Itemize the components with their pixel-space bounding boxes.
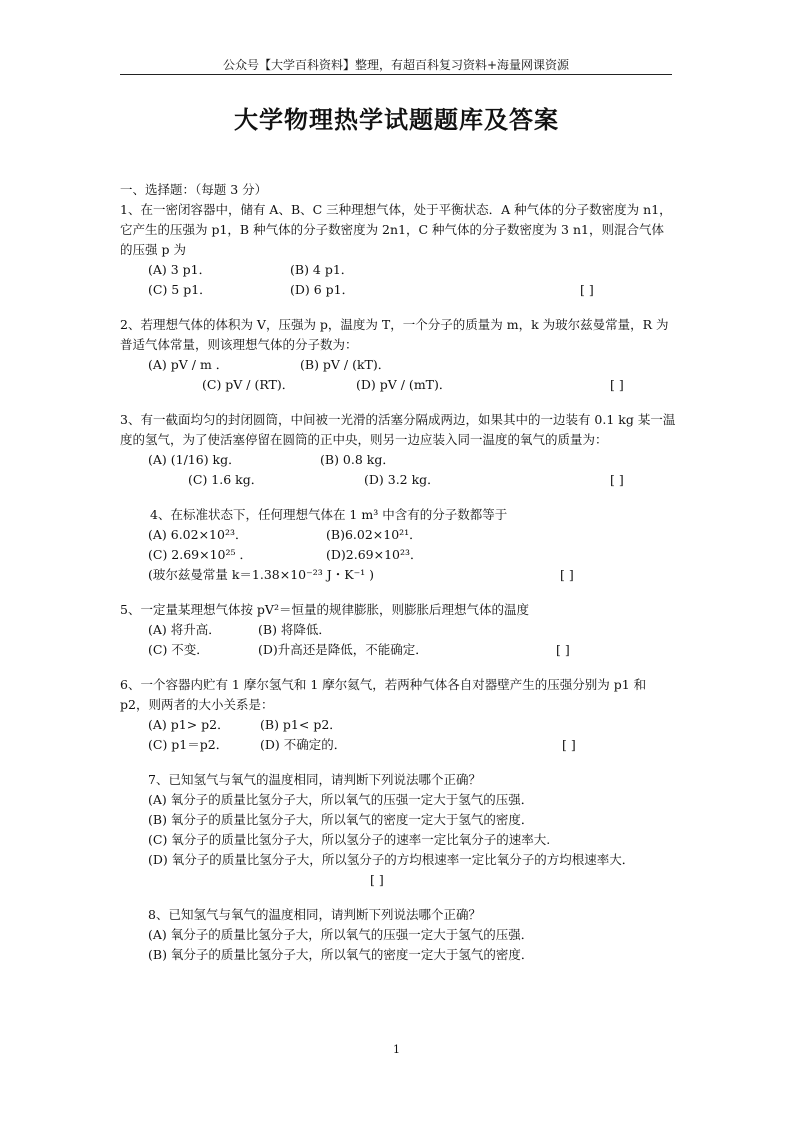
option-a: (A) 将升高．	[148, 622, 221, 637]
answer-bracket: [ ]	[610, 472, 624, 487]
question-1-text: 1、在一密闭容器中，储有 A、B、C 三种理想气体，处于平衡状态．A 种气体的分子数密度为 n1，它产生的压强为 p1，B 种气体的分子数密度为 2n1，C 种气体的分子数密度为 3 n1，则混合气体的压强 p 为	[120, 202, 672, 257]
question-6-text: 6、一个容器内贮有 1 摩尔氢气和 1 摩尔氦气，若两种气体各自对器壁产生的压强分别为 p1 和 p2，则两者的大小关系是：	[120, 677, 647, 712]
answer-bracket: [ ]	[560, 567, 574, 582]
answer-bracket: [ ]	[610, 377, 624, 392]
question-4-text: 4、在标准状态下，任何理想气体在 1 m³ 中含有的分子数都等于	[150, 507, 508, 522]
option-d: (D)2.69×10²³．	[326, 547, 423, 562]
option-c: (C) pV / (RT)．	[202, 377, 295, 392]
option-d: (D)升高还是降低，不能确定．	[258, 642, 428, 657]
section-heading: 一、选择题：（每题 3 分）	[120, 182, 268, 197]
document-body	[120, 180, 676, 965]
question-5-text: 5、一定量某理想气体按 pV²＝恒量的规律膨胀，则膨胀后理想气体的温度	[120, 602, 529, 617]
option-b: (B) 氧分子的质量比氢分子大，所以氧气的密度一定大于氢气的密度．	[148, 947, 534, 962]
question-2-options-row-2	[120, 375, 676, 395]
option-d: (D) 不确定的．	[260, 737, 347, 752]
option-a: (A) pV / m ．	[148, 357, 229, 372]
question-6-options-row-1	[120, 715, 676, 735]
option-c: (C) 5 p1．	[148, 282, 212, 297]
option-b: (B) 将降低．	[258, 622, 331, 637]
document-title: 大学物理热学试题题库及答案	[234, 105, 559, 134]
question-4-options-row-1	[120, 525, 676, 545]
option-c: (C) 氧分子的质量比氢分子大，所以氢分子的速率一定比氧分子的速率大.	[148, 832, 551, 847]
question-3-text: 3、有一截面均匀的封闭圆筒，中间被一光滑的活塞分隔成两边，如果其中的一边装有 0.1 kg 某一温度的氢气，为了使活塞停留在圆筒的正中央，则另一边应装入同一温度的氧气的质量为：	[120, 412, 676, 447]
option-d: (D) 氧分子的质量比氢分子大，所以氢分子的方均根速率一定比氧分子的方均根速率大．[ ]	[148, 852, 635, 887]
option-c: (C) 不变．	[148, 642, 209, 657]
question-4-note-row	[120, 565, 676, 585]
question-3-options-row-1	[120, 450, 676, 470]
answer-bracket: [ ]	[580, 282, 594, 297]
option-d: (D) 6 p1．	[290, 282, 355, 297]
question-8-text: 8、已知氢气与氧气的温度相同，请判断下列说法哪个正确？	[148, 907, 481, 922]
option-b: (B) 0.8 kg．	[320, 452, 395, 467]
option-c: (C) p1＝p2．	[148, 737, 229, 752]
question-2-text: 2、若理想气体的体积为 V，压强为 p，温度为 T，一个分子的质量为 m，k 为玻尔兹曼常量，R 为普适气体常量，则该理想气体的分子数为：	[120, 317, 669, 352]
option-c: (C) 2.69×10²⁵ ．	[148, 547, 252, 562]
answer-bracket: [ ]	[556, 642, 570, 657]
question-4-options-row-2	[120, 545, 676, 565]
option-a: (A) 3 p1．	[148, 262, 212, 277]
option-a: (A) (1/16) kg．	[148, 452, 241, 467]
option-a: (A) 氧分子的质量比氢分子大，所以氧气的压强一定大于氢气的压强．	[148, 927, 534, 942]
page-header: 公众号【大学百科资料】整理，有超百科复习资料+海量网课资源	[120, 56, 672, 75]
constant-note: (玻尔兹曼常量 k＝1.38×10⁻²³ J・K⁻¹ )	[148, 567, 375, 582]
option-a: (A) p1> p2．	[148, 717, 230, 732]
option-a: (A) 6.02×10²³．	[148, 527, 248, 542]
question-3-options-row-2	[120, 470, 676, 490]
question-5-options-row-2	[120, 640, 676, 660]
question-6-options-row-2	[120, 735, 676, 755]
question-5-options-row-1	[120, 620, 676, 640]
option-d: (D) 3.2 kg．	[364, 472, 440, 487]
option-b: (B) p1< p2．	[260, 717, 342, 732]
option-a: (A) 氧分子的质量比氢分子大，所以氧气的压强一定大于氢气的压强．	[148, 792, 534, 807]
option-b: (B) 氧分子的质量比氢分子大，所以氧气的密度一定大于氢气的密度．	[148, 812, 534, 827]
question-1-options-row-2	[120, 280, 676, 300]
option-d: (D) pV / (mT)．	[356, 377, 452, 392]
option-b: (B)6.02×10²¹．	[326, 527, 422, 542]
option-b: (B) pV / (kT)．	[300, 357, 391, 372]
question-2-options-row-1	[120, 355, 676, 375]
option-b: (B) 4 p1．	[290, 262, 354, 277]
answer-bracket: [ ]	[370, 872, 384, 887]
page-number: 1	[393, 1043, 400, 1056]
option-c: (C) 1.6 kg．	[188, 472, 264, 487]
question-7-text: 7、已知氢气与氧气的温度相同，请判断下列说法哪个正确？	[148, 772, 481, 787]
answer-bracket: [ ]	[562, 737, 576, 752]
question-1-options-row-1	[120, 260, 676, 280]
